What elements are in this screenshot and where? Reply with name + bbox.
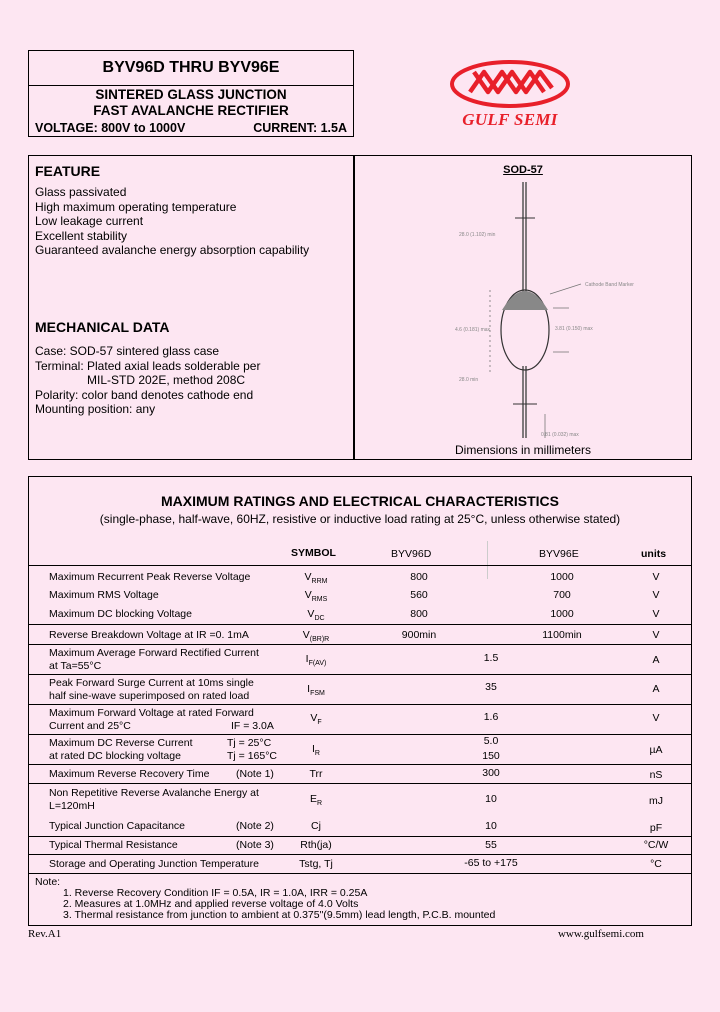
table-divider	[29, 565, 691, 566]
row-description: Typical Junction Capacitance	[49, 820, 185, 832]
table-divider	[29, 836, 691, 837]
row-symbol: Tstg, Tj	[299, 858, 333, 870]
body-diameter-label: 3.81 (0.150) max	[555, 326, 593, 332]
lead-length-label: 28.0 (1.102) min	[459, 232, 496, 238]
row-description: Maximum RMS Voltage	[49, 589, 159, 601]
column-divider	[487, 541, 488, 579]
description-line-1: SINTERED GLASS JUNCTION	[95, 87, 287, 102]
package-title: SOD-57	[503, 164, 543, 176]
table-divider	[29, 674, 691, 675]
row-symbol: Rth(ja)	[300, 839, 332, 851]
row-description: Maximum Recurrent Peak Reverse Voltage	[49, 571, 251, 583]
byv96e-header: BYV96E	[539, 548, 579, 560]
lead-length-label-2: 28.0 min	[459, 377, 479, 383]
row-unit: V	[652, 629, 660, 641]
notes	[35, 877, 495, 921]
row-unit: V	[652, 589, 660, 601]
ratings-subtitle: (single-phase, half-wave, 60HZ, resistive or inductive load rating at 25°C, unless otherwise stated)	[99, 512, 621, 526]
row-unit: nS	[649, 769, 663, 781]
current-rating: CURRENT: 1.5A	[253, 121, 347, 135]
list-item: Excellent stability	[35, 228, 128, 243]
list-item: MIL-STD 202E, method 208C	[87, 373, 246, 388]
cathode-band-label: Cathode Band Marker	[585, 282, 634, 288]
units-header: units	[641, 548, 667, 560]
row-value: 1.5	[483, 652, 499, 664]
row-note: (Note 2)	[236, 820, 274, 832]
row-symbol: Cj	[311, 820, 321, 832]
logo-text: GULF SEMI	[462, 110, 558, 129]
list-item: Terminal: Plated axial leads solderable per	[35, 358, 261, 373]
list-item: Glass passivated	[35, 185, 127, 199]
byv96d-header: BYV96D	[391, 548, 432, 560]
note-item: 1. Reverse Recovery Condition IF = 0.5A, IR = 1.0A, IRR = 0.25A	[63, 887, 368, 899]
row-unit: mJ	[649, 795, 663, 807]
table-divider	[29, 734, 691, 735]
row-unit: V	[652, 712, 660, 724]
row-unit: pF	[649, 822, 663, 834]
row-value: 55	[485, 839, 497, 851]
row-symbol: $E_R$	[309, 793, 323, 808]
row-symbol: $V_{DC}$	[307, 608, 325, 623]
mechanical-heading: MECHANICAL DATA	[35, 319, 170, 335]
feature-section	[28, 155, 354, 460]
ratings-section	[28, 476, 692, 926]
byv96d-value: 900min	[401, 629, 437, 641]
row-value: 35	[485, 681, 497, 693]
notes-heading: Note:	[35, 876, 61, 888]
voltage-rating: VOLTAGE: 800V to 1000V	[35, 121, 186, 135]
row-symbol: $I_R$	[312, 743, 320, 758]
dimension-caption: Dimensions in millimeters	[454, 443, 592, 457]
revision-label: Rev.A1	[28, 928, 62, 940]
package-outline-diagram	[355, 176, 691, 444]
byv96d-value: 800	[410, 571, 428, 583]
row-description: Maximum Reverse Recovery Time	[49, 768, 210, 780]
list-item: Polarity: color band denotes cathode end	[35, 387, 254, 402]
symbol-header: SYMBOL	[291, 547, 336, 559]
row-value: 10	[485, 820, 497, 832]
table-divider	[29, 764, 691, 765]
byv96e-value: 700	[553, 589, 571, 601]
byv96e-value: 1100min	[542, 629, 582, 641]
list-item: Guaranteed avalanche energy absorption capability	[35, 243, 310, 258]
row-unit: A	[652, 654, 660, 666]
feature-heading: FEATURE	[35, 163, 101, 179]
body-length-label: 4.6 (0.181) max	[455, 327, 491, 333]
row-unit: µA	[649, 744, 663, 756]
website-link[interactable]: www.gulfsemi.com	[557, 928, 644, 940]
row-description: Maximum DC blocking Voltage	[49, 608, 192, 620]
row-description: Peak Forward Surge Current at 10ms single half sine-wave superimposed on rated load	[49, 677, 254, 702]
row-description: Maximum Average Forward Rectified Current at Ta=55°C	[49, 647, 259, 672]
feature-list	[35, 185, 309, 258]
row-note: (Note 3)	[236, 839, 274, 851]
lead-diameter-label: 0.81 (0.032) max	[541, 432, 579, 438]
row-description: Maximum Forward Voltage at rated Forward Current and 25°C	[49, 707, 254, 732]
row-value: -65 to +175	[464, 857, 518, 869]
row-description: Non Repetitive Reverse Avalanche Energy at L=120mH	[49, 787, 259, 812]
row-value: 10	[485, 793, 497, 805]
description-line-2: FAST AVALANCHE RECTIFIER	[93, 103, 289, 118]
row-unit: °C/W	[643, 839, 669, 851]
list-item: Case: SOD-57 sintered glass case	[35, 344, 220, 358]
title-box	[28, 50, 354, 137]
table-divider	[29, 854, 691, 855]
byv96e-value: 1000	[550, 571, 574, 583]
row-description: Maximum DC Reverse Current at rated DC blocking voltage	[49, 737, 193, 762]
part-title: BYV96D THRU BYV96E	[29, 51, 353, 86]
logo-emblem-icon	[440, 58, 580, 110]
row-unit: °C	[650, 858, 662, 870]
row-symbol: $V_{RMS}$	[304, 589, 328, 604]
list-item: High maximum operating temperature	[35, 199, 237, 214]
byv96d-value: 560	[410, 589, 428, 601]
list-item: Mounting position: any	[35, 402, 156, 417]
table-divider	[29, 783, 691, 784]
row-description: Storage and Operating Junction Temperature	[49, 858, 259, 870]
row-symbol: Trr	[309, 768, 323, 780]
note-item: 2. Measures at 1.0MHz and applied reverse voltage of 4.0 Volts	[63, 898, 359, 910]
product-description	[29, 87, 353, 119]
ratings-title: MAXIMUM RATINGS AND ELECTRICAL CHARACTERISTICS	[161, 493, 559, 509]
package-section	[354, 155, 692, 460]
row-symbol: $V_F$	[310, 712, 322, 727]
table-divider	[29, 644, 691, 645]
row-description: Reverse Breakdown Voltage at IR =0. 1mA	[49, 629, 249, 641]
row-symbol: $V_{RRM}$	[304, 571, 328, 586]
gulf-semi-logo	[440, 58, 580, 134]
row-value: 1.6	[483, 711, 499, 723]
byv96d-value: 800	[410, 608, 428, 620]
table-divider	[29, 704, 691, 705]
mechanical-list	[35, 344, 260, 417]
row-condition: Tj = 25°C Tj = 165°C	[227, 737, 278, 762]
row-unit: V	[652, 608, 660, 620]
table-divider	[29, 873, 691, 874]
row-value: 300	[482, 767, 500, 779]
row-symbol: $I_{FSM}$	[307, 683, 325, 698]
row-description: Typical Thermal Resistance	[49, 839, 178, 851]
byv96e-value: 1000	[550, 608, 574, 620]
list-item: Low leakage current	[35, 214, 144, 229]
row-symbol: $I_{F(AV)}$	[305, 653, 327, 668]
rating-line	[35, 121, 347, 135]
row-note: (Note 1)	[236, 768, 274, 780]
row-value: 5.0 150	[482, 735, 500, 762]
table-divider	[29, 624, 691, 625]
row-symbol: $V_{(BR)R}$	[302, 629, 330, 644]
row-unit: A	[652, 683, 660, 695]
row-condition: IF = 3.0A	[231, 720, 274, 732]
row-unit: V	[652, 571, 660, 583]
note-item: 3. Thermal resistance from junction to ambient at 0.375"(9.5mm) lead length, P.C.B. mounted	[63, 909, 496, 921]
